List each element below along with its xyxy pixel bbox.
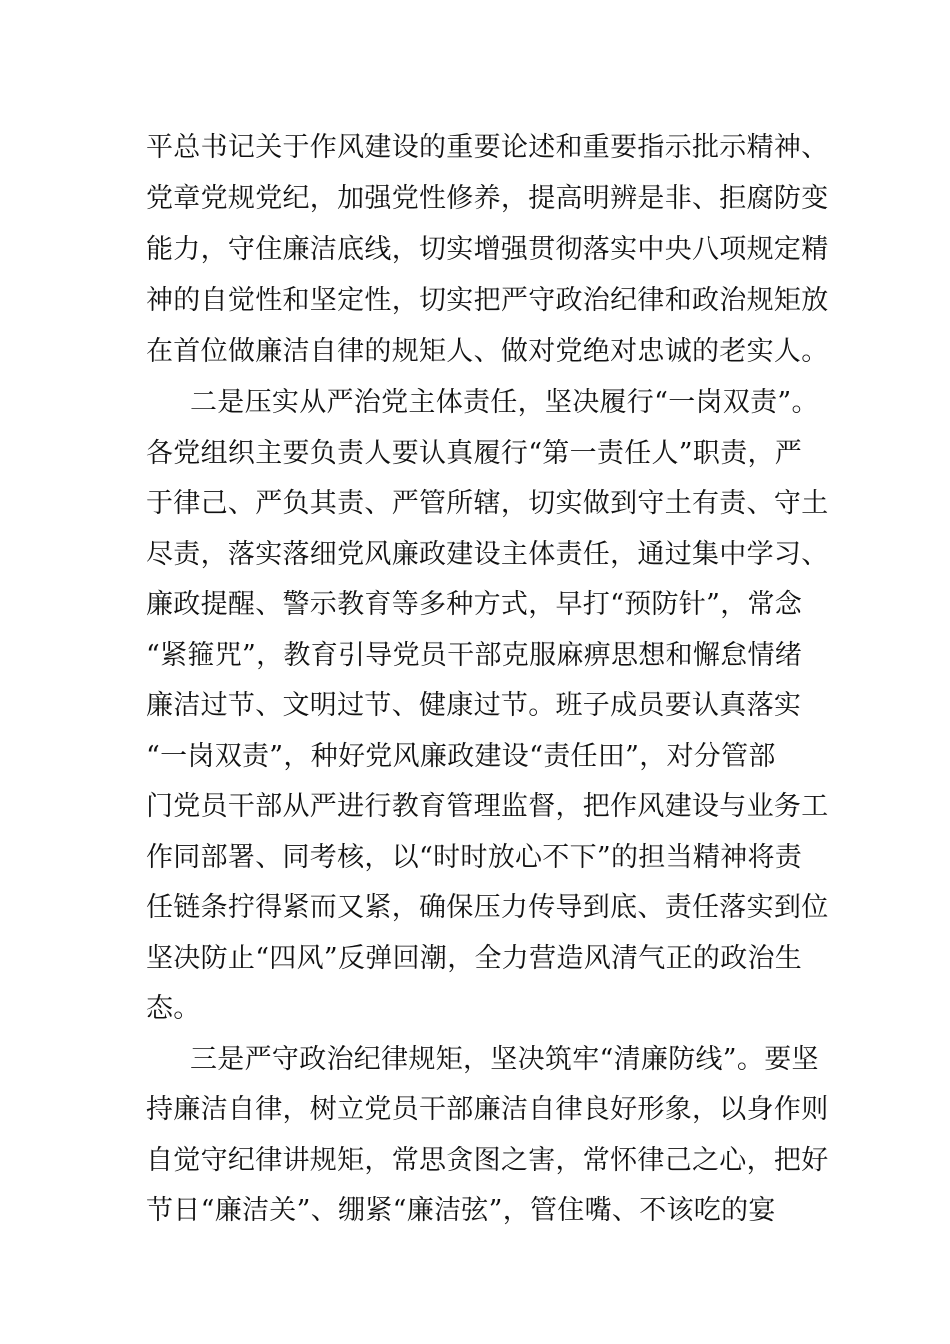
text-line-13: “一岗双责”，种好党风廉政建设“责任田”，对分管部: [146, 741, 776, 772]
text-line-18: 态。: [146, 993, 201, 1024]
text-line-16: 任链条拧得紧而又紧，确保压力传导到底、责任落实到位: [146, 892, 829, 923]
text-line-1: 平总书记关于作风建设的重要论述和重要指示批示精神、: [146, 132, 829, 163]
text-line-2: 党章党规党纪，加强党性修养，提高明辨是非、拒腐防变: [146, 183, 829, 214]
text-line-21: 自觉守纪律讲规矩，常思贪图之害，常怀律己之心，把好: [146, 1145, 829, 1176]
text-line-20: 持廉洁自律，树立党员干部廉洁自律良好形象，以身作则: [146, 1094, 829, 1125]
text-line-14: 门党员干部从严进行教育管理监督，把作风建设与业务工: [146, 791, 829, 822]
text-line-22: 节日“廉洁关”、绷紧“廉洁弦”，管住嘴、不该吃的宴: [146, 1195, 776, 1226]
text-line-9: 尽责，落实落细党风廉政建设主体责任，通过集中学习、: [146, 539, 829, 570]
text-line-7: 各党组织主要负责人要认真履行“第一责任人”职责，严: [146, 438, 803, 469]
text-line-3: 能力，守住廉洁底线，切实增强贯彻落实中央八项规定精: [146, 234, 829, 265]
text-line-4: 神的自觉性和坚定性，切实把严守政治纪律和政治规矩放: [146, 285, 829, 316]
text-line-10: 廉政提醒、警示教育等多种方式，早打“预防针”，常念: [146, 589, 803, 620]
text-line-12: 廉洁过节、文明过节、健康过节。班子成员要认真落实: [146, 690, 802, 721]
text-line-15: 作同部署、同考核，以“时时放心不下”的担当精神将责: [146, 842, 803, 873]
text-line-8: 于律己、严负其责、严管所辖，切实做到守土有责、守土: [146, 488, 829, 519]
paragraph-2-start: 二是压实从严治党主体责任，坚决履行“一岗双责”。: [190, 387, 819, 418]
paragraph-3-start: 三是严守政治纪律规矩，坚决筑牢“清廉防线”。要坚: [190, 1044, 819, 1075]
text-line-11: “紧箍咒”，教育引导党员干部克服麻痹思想和懈怠情绪: [146, 640, 803, 671]
text-line-17: 坚决防止“四风”反弹回潮，全力营造风清气正的政治生: [146, 943, 803, 974]
text-line-5: 在首位做廉洁自律的规矩人、做对党绝对忠诚的老实人。: [146, 336, 829, 367]
